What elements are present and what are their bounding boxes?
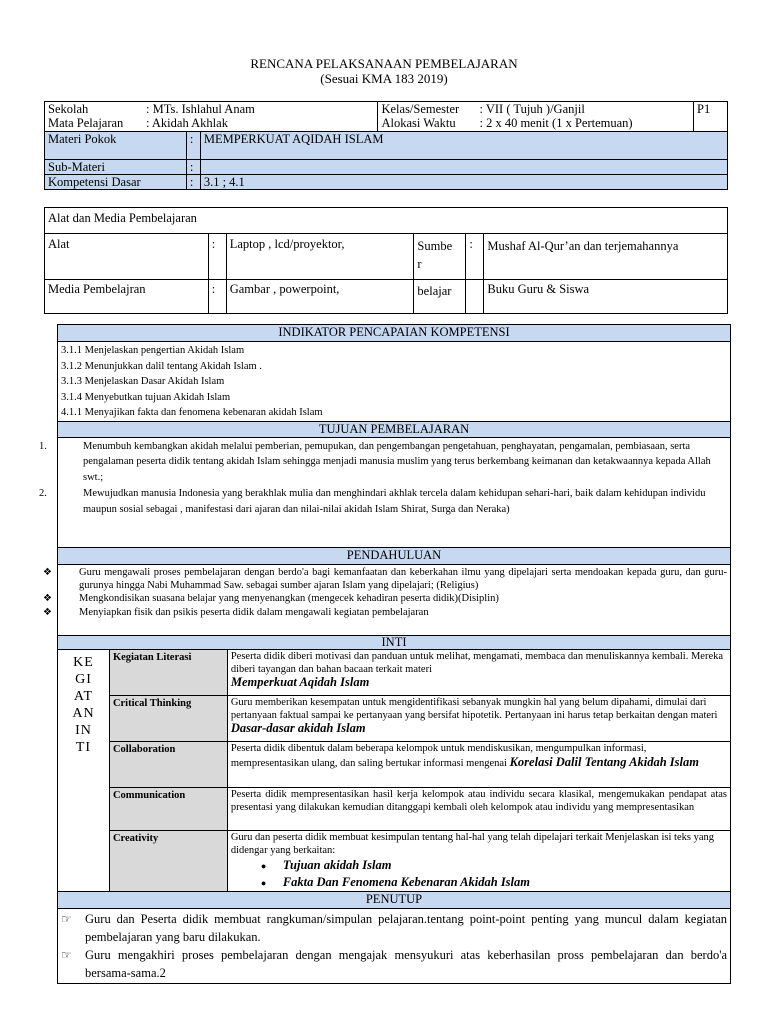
kelas-label: Kelas/Semester <box>381 102 460 116</box>
communication-label: Communication <box>109 787 227 830</box>
doc-title: RENCANA PELAKSANAAN PEMBELAJARAN <box>250 56 518 71</box>
critical-label: Critical Thinking <box>109 695 227 741</box>
diamond-bullet-icon: ❖ <box>43 606 52 618</box>
penutup-list <box>58 909 731 984</box>
list-item: 3.1.4 Menyebutkan tujuan Akidah Islam <box>61 391 231 403</box>
row-text: Peserta didik dibentuk dalam beberapa kelompok untuk mendiskusikan, mengumpulkan informasi, mempresentasikan ulang, dan saling bertukar informasi mengenai <box>230 742 647 769</box>
list-item <box>231 874 727 891</box>
list-text: Guru mengakhiri proses pembelajaran dengan mengajak mensyukuri atas keberhasilan pross pembelajaran dan berdo'a bersama-sama.2 <box>85 948 727 981</box>
kd-label: Kompetensi Dasar <box>45 175 187 190</box>
list-text: Fakta Dan Fenomena Kebenaran Akidah Islam <box>282 875 530 890</box>
colon: : <box>186 175 200 190</box>
pendahuluan-list <box>43 564 731 635</box>
creativity-label: Creativity <box>109 830 227 891</box>
list-item <box>61 946 727 982</box>
row-emphasis: Memperkuat Aqidah Islam <box>230 675 370 690</box>
indikator-list <box>58 342 731 422</box>
colon: : <box>186 132 200 160</box>
list-text: Menumbuh kembangkan akidah melalui pemberian, pemupukan, dan pengembangan pengetahuan, penghayatan, pengamalan, pembiasaan, serta pengalaman peserta didik tentang akidah Islam sehingga menjadi manusia muslim yang terus berkembang keimanan dan ketakwaannya kepada Allah swt.; <box>83 440 711 483</box>
kegiatan-line: AT <box>73 688 94 704</box>
critical-text <box>227 695 730 741</box>
row-text: Guru memberikan kesempatan untuk mengidentifikasi sebanyak mungkin hal yang belum dipahami, dimulai dari pertanyaan faktual sampai ke pertanyaan yang bersifat hipotetik. Pertanyaan ini harus tetap berkaitan dengan materi <box>230 696 718 721</box>
list-item <box>43 606 727 619</box>
diamond-bullet-icon: ❖ <box>43 593 52 605</box>
kelas-cell <box>378 102 694 132</box>
mapel-value: : Akidah Akhlak <box>146 116 228 130</box>
indikator-header: INDIKATOR PENCAPAIAN KOMPETENSI <box>58 325 731 342</box>
kelas-value: : VII ( Tujuh )/Ganjil <box>479 102 585 116</box>
alokasi-label: Alokasi Waktu <box>381 116 456 130</box>
sumber-value-2: Buku Guru & Siswa <box>484 280 728 314</box>
list-text: Guru dan Peserta didik membuat rangkuman/simpulan pelajaran.tentang point-point penting yang muncul dalam kegiatan pembelajaran yang baru dilakukan. <box>85 912 727 945</box>
list-number: 1. <box>39 440 47 452</box>
list-item: 3.1.2 Menunjukkan dalil tentang Akidah Islam . <box>61 360 262 372</box>
list-item <box>61 910 727 946</box>
kegiatan-inti-label <box>58 649 110 891</box>
collaboration-text <box>227 741 730 787</box>
tujuan-header: TUJUAN PEMBELAJARAN <box>58 421 731 437</box>
kd-value: 3.1 ; 4.1 <box>200 175 727 190</box>
school-cell <box>45 102 378 132</box>
materi-pokok-value: MEMPERKUAT AQIDAH ISLAM <box>200 132 727 160</box>
list-item <box>43 566 727 592</box>
list-item: 4.1.1 Menyajikan fakta dan fenomena kebenaran akidah Islam <box>61 407 323 419</box>
inti-header: INTI <box>58 635 731 649</box>
row-emphasis: Korelasi Dalil Tentang Akidah Islam <box>509 754 699 769</box>
list-text: Mengkondisikan suasana belajar yang menyenangkan (mengecek kehadiran peserta didik)(Disiplin) <box>79 593 499 605</box>
kegiatan-line: GI <box>75 671 92 687</box>
list-item <box>231 857 727 874</box>
colon: : <box>466 234 484 280</box>
row-text: Peserta didik diberi motivasi dan panduan untuk melihat, mengamati, membaca dan menuliskannya kembali. Mereka diberi tayangan dan bahan bacaan terkait materi <box>230 650 724 675</box>
row-emphasis: Dasar-dasar akidah Islam <box>230 721 366 736</box>
empty-cell <box>466 280 484 314</box>
media-header: Alat dan Media Pembelajaran <box>45 208 728 234</box>
sumber-label-1: Sumbe <box>417 239 453 253</box>
kegiatan-line: KE <box>73 654 94 670</box>
collaboration-label: Collaboration <box>109 741 227 787</box>
pendahuluan-header: PENDAHULUAN <box>58 547 731 564</box>
sekolah-label: Sekolah <box>48 102 89 116</box>
sumber-label-3: belajar <box>414 280 466 314</box>
sumber-value-1: Mushaf Al-Qur’an dan terjemahannya <box>484 234 728 280</box>
tujuan-list <box>39 437 731 547</box>
media-table <box>44 207 728 314</box>
alokasi-value: : 2 x 40 menit (1 x Pertemuan) <box>479 116 633 130</box>
list-number: 2. <box>39 488 47 500</box>
list-text: Mewujudkan manusia Indonesia yang berakhlak mulia dan menghindari akhlak tercela dalam kehidupan sehari-hari, baik dalam kehidupan individu maupun sosial sebagai , manifestasi dari ajaran dan nilai-nilai akidah Islam Shirat, Surga dan Neraka) <box>83 488 706 515</box>
list-item: 3.1.1 Menjelaskan pengertian Akidah Islam <box>61 345 245 356</box>
bullet-icon: ● <box>260 878 267 889</box>
literasi-label: Kegiatan Literasi <box>109 649 227 695</box>
diamond-bullet-icon: ❖ <box>43 566 52 578</box>
activities-table <box>39 324 731 984</box>
media-label: Media Pembelajran <box>45 280 209 314</box>
doc-subtitle: (Sesuai KMA 183 2019) <box>320 71 448 86</box>
row-text: Guru dan peserta didik membuat kesimpulan tentang hal-hal yang telah dipelajari terkait Menjelaskan isi teks yang didengar yang berkaitan: <box>230 831 714 856</box>
list-item <box>39 439 727 485</box>
materi-pokok-label: Materi Pokok <box>45 132 187 160</box>
creativity-text <box>227 830 730 891</box>
pointing-hand-icon: ☞ <box>61 948 72 963</box>
list-item: 3.1.3 Menjelaskan Dasar Akidah Islam <box>61 376 225 388</box>
alat-value: Laptop , lcd/proyektor, <box>226 234 414 280</box>
list-text: Tujuan akidah Islam <box>282 858 392 873</box>
sumber-label <box>414 234 466 280</box>
alat-label: Alat <box>45 234 209 280</box>
kegiatan-line: IN <box>75 722 92 738</box>
penutup-header: PENUTUP <box>58 892 731 909</box>
list-text: Menyiapkan fisik dan psikis peserta didik dalam mengawali kegiatan pembelajaran <box>79 606 429 618</box>
colon: : <box>208 234 226 280</box>
kegiatan-line: AN <box>72 705 95 721</box>
mapel-label: Mata Pelajaran <box>48 116 124 130</box>
list-item <box>39 486 727 517</box>
sekolah-value: : MTs. Ishlahul Anam <box>146 102 255 116</box>
colon: : <box>208 280 226 314</box>
communication-text: Peserta didik mempresentasikan hasil kerja kelompok atau individu secara klasikal, mengemukakan pendapat atas presentasi yang dilakukan kemudian ditanggapi kembali oleh kelompok atau individu yang mempresentasikan <box>227 787 730 830</box>
sub-materi-label: Sub-Materi <box>45 160 187 175</box>
pertemuan-cell: P1 <box>694 102 728 132</box>
media-value: Gambar , powerpoint, <box>226 280 414 314</box>
list-text: Guru mengawali proses pembelajaran dengan berdo'a bagi kemanfaatan dan keberkahan ilmu yang dipelajari serta mendoakan kepada guru, dan guru-gurunya hingga Nabi Muhammad Saw. sebagai sumber ajaran Islam yang dipelajari; (Religius) <box>79 566 727 592</box>
kegiatan-line: TI <box>75 739 92 755</box>
sub-materi-value <box>200 160 727 175</box>
sumber-label-2: r <box>417 257 422 271</box>
colon: : <box>186 160 200 175</box>
list-item <box>43 592 727 605</box>
literasi-text <box>227 649 730 695</box>
bullet-icon: ● <box>260 861 267 872</box>
pointing-hand-icon: ☞ <box>61 912 72 927</box>
identity-table <box>44 101 728 190</box>
